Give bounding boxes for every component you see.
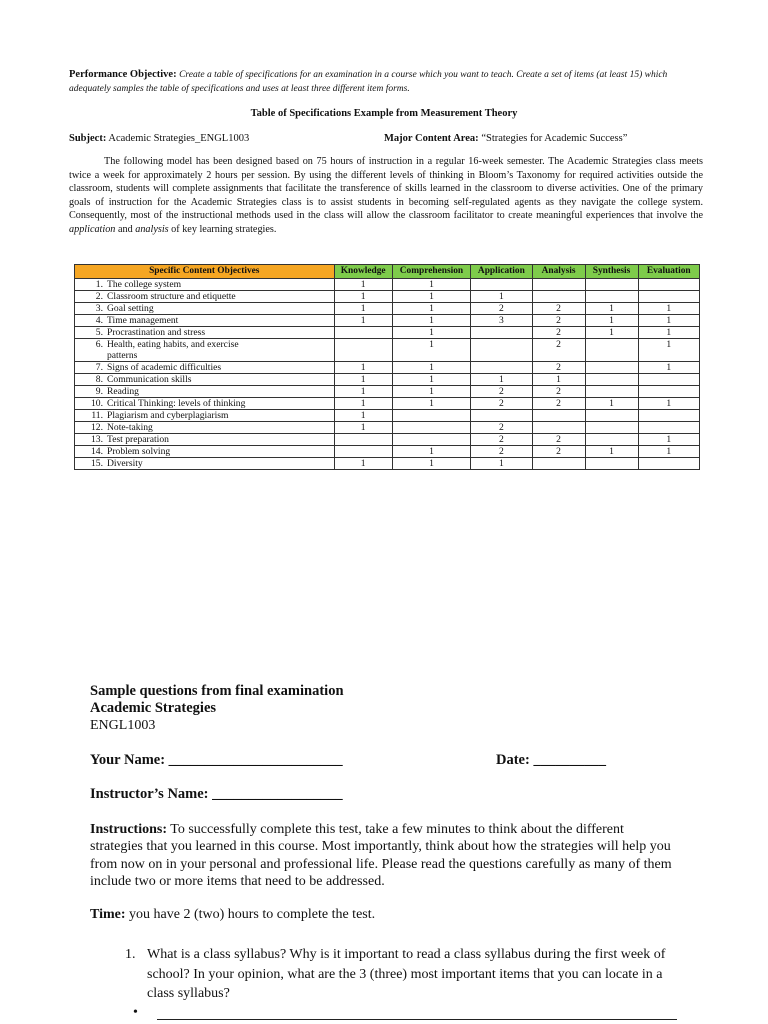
objective-text: Plagiarism and cyberplagiarism	[107, 410, 229, 421]
level-value-cell: 2	[532, 339, 585, 362]
objective-text: Time management	[107, 315, 179, 326]
objective-text: Reading	[107, 386, 139, 397]
subject-line	[69, 133, 703, 144]
level-value-cell: 1	[638, 446, 700, 458]
objective-number: 11.	[91, 410, 103, 421]
level-value-cell: 1	[471, 291, 532, 303]
table-row	[75, 458, 700, 470]
objective-cell	[75, 291, 335, 303]
col-header-analysis: Analysis	[532, 265, 585, 279]
objective-cell	[75, 279, 335, 291]
objective-label: Performance Objective:	[69, 69, 177, 80]
objective-text: Communication skills	[107, 374, 192, 385]
objective-cell	[75, 374, 335, 386]
level-value-cell: 1	[638, 327, 700, 339]
level-value-cell: 1	[392, 327, 470, 339]
objective-number: 14.	[91, 446, 103, 457]
level-value-cell: 2	[471, 446, 532, 458]
objective-cell	[75, 362, 335, 374]
level-value-cell	[585, 362, 638, 374]
question-text: What is a class syllabus? Why is it important to read a class syllabus during the first week of school? In your opinion, what are the 3 (three) most important items that you can locate in a class syllabus?	[147, 947, 666, 1001]
level-value-cell: 1	[638, 398, 700, 410]
level-value-cell	[638, 410, 700, 422]
table-row	[75, 279, 700, 291]
level-value-cell: 1	[392, 458, 470, 470]
level-value-cell: 1	[392, 315, 470, 327]
level-value-cell	[638, 422, 700, 434]
table-row	[75, 327, 700, 339]
table-row	[75, 291, 700, 303]
level-value-cell	[638, 374, 700, 386]
objective-cell	[75, 315, 335, 327]
objective-cell	[75, 422, 335, 434]
major-value: “Strategies for Academic Success”	[481, 133, 628, 144]
objective-text: Note-taking	[107, 422, 153, 433]
objective-text: Health, eating habits, and exercise	[107, 339, 239, 350]
objective-text: Critical Thinking: levels of thinking	[107, 398, 246, 409]
objective-number: 10.	[91, 398, 103, 409]
level-value-cell: 1	[585, 398, 638, 410]
table-row	[75, 374, 700, 386]
objective-text: Problem solving	[107, 446, 171, 457]
objective-number: 5.	[95, 327, 103, 338]
objective-number: 13.	[91, 434, 103, 445]
time-limit	[90, 907, 375, 923]
level-value-cell: 2	[471, 434, 532, 446]
exam-header	[90, 683, 690, 734]
level-value-cell: 2	[532, 362, 585, 374]
table-row	[75, 410, 700, 422]
level-value-cell	[532, 279, 585, 291]
subject-label: Subject:	[69, 133, 107, 144]
exam-code: ENGL1003	[90, 718, 156, 733]
level-value-cell	[585, 279, 638, 291]
level-value-cell: 1	[334, 279, 392, 291]
time-label: Time:	[90, 907, 126, 922]
intro-and: and	[117, 223, 133, 235]
level-value-cell: 2	[532, 303, 585, 315]
level-value-cell	[392, 434, 470, 446]
intro-paragraph	[69, 155, 703, 237]
objective-text: Create a table of specifications for an examination in a course which you want to teach. Create a set of items (at least 15) which adequately samples the table of specifications and uses at least three different item forms.	[69, 70, 668, 94]
specifications-table	[74, 264, 700, 470]
objective-cell	[75, 303, 335, 315]
exam-course: Academic Strategies	[90, 700, 217, 716]
level-value-cell	[638, 291, 700, 303]
col-header-objectives: Specific Content Objectives	[75, 265, 335, 279]
table-row	[75, 303, 700, 315]
table-row	[75, 398, 700, 410]
objective-number: 1.	[95, 279, 103, 290]
objective-cell	[75, 398, 335, 410]
col-header-evaluation: Evaluation	[638, 265, 700, 279]
level-value-cell: 1	[392, 279, 470, 291]
level-value-cell	[392, 422, 470, 434]
objective-cell	[75, 410, 335, 422]
objective-text: Diversity	[107, 458, 143, 469]
level-value-cell	[638, 458, 700, 470]
level-value-cell: 1	[334, 374, 392, 386]
answer-line[interactable]	[157, 1007, 677, 1020]
objective-number: 4.	[95, 315, 103, 326]
level-value-cell	[638, 386, 700, 398]
intro-emphasis-analysis: analysis	[135, 223, 169, 235]
level-value-cell	[334, 339, 392, 362]
your-name-field[interactable]: Your Name: ________________________	[90, 752, 343, 768]
level-value-cell: 1	[392, 386, 470, 398]
level-value-cell: 1	[585, 446, 638, 458]
level-value-cell	[392, 410, 470, 422]
objective-number: 6.	[95, 339, 103, 350]
objective-text: Signs of academic difficulties	[107, 362, 222, 373]
level-value-cell: 1	[392, 374, 470, 386]
level-value-cell: 1	[334, 362, 392, 374]
level-value-cell: 1	[334, 458, 392, 470]
objective-text: Procrastination and stress	[107, 327, 206, 338]
name-fields	[90, 752, 690, 820]
level-value-cell: 2	[532, 386, 585, 398]
col-header-application: Application	[471, 265, 532, 279]
level-value-cell	[471, 410, 532, 422]
level-value-cell: 1	[585, 303, 638, 315]
objective-number: 9.	[95, 386, 103, 397]
objective-text: Goal setting	[107, 303, 154, 314]
major-label: Major Content Area:	[384, 133, 479, 144]
table-row	[75, 362, 700, 374]
table-row	[75, 446, 700, 458]
level-value-cell	[334, 434, 392, 446]
level-value-cell	[585, 422, 638, 434]
level-value-cell: 2	[532, 434, 585, 446]
time-text: you have 2 (two) hours to complete the test.	[129, 907, 376, 922]
intro-text: The following model has been designed based on 75 hours of instruction in a regular 16-week semester. The Academic Strategies class meets twice a week for approximately 2 hours per session. By using the different levels of thinking in Bloom’s Taxonomy for required activities outside the classroom, students will complete assignments that facilitate the transference of skills learned in the classroom to diverse activities. One of the primary goals of instruction for the Academic Strategies class is to assist students in becoming self-regulated agents as they navigate the college system. Consequently, most of the instructional methods used in the class will allow the classroom facilitator to create meaningful experiences that involve the	[69, 156, 703, 222]
level-value-cell: 1	[471, 458, 532, 470]
level-value-cell	[471, 362, 532, 374]
level-value-cell: 1	[334, 386, 392, 398]
level-value-cell: 1	[334, 303, 392, 315]
objective-number: 8.	[95, 374, 103, 385]
major-content-area	[384, 133, 627, 144]
level-value-cell	[585, 386, 638, 398]
level-value-cell: 1	[334, 291, 392, 303]
objective-cell	[75, 386, 335, 398]
level-value-cell: 1	[334, 410, 392, 422]
table-row	[75, 339, 700, 362]
objective-cell	[75, 339, 335, 362]
instructor-name-field[interactable]: Instructor’s Name: __________________	[90, 786, 343, 802]
level-value-cell: 3	[471, 315, 532, 327]
level-value-cell	[471, 339, 532, 362]
level-value-cell: 1	[638, 315, 700, 327]
exam-heading: Sample questions from final examination	[90, 683, 344, 699]
level-value-cell: 1	[471, 374, 532, 386]
col-header-synthesis: Synthesis	[585, 265, 638, 279]
intro-text-end: of key learning strategies.	[171, 223, 277, 235]
level-value-cell	[471, 327, 532, 339]
objective-number: 2.	[95, 291, 103, 302]
level-value-cell	[585, 458, 638, 470]
level-value-cell: 1	[638, 362, 700, 374]
level-value-cell: 1	[392, 398, 470, 410]
level-value-cell: 1	[638, 339, 700, 362]
table-title: Table of Specifications Example from Measurement Theory	[250, 108, 518, 119]
level-value-cell	[532, 291, 585, 303]
col-header-knowledge: Knowledge	[334, 265, 392, 279]
level-value-cell: 1	[638, 434, 700, 446]
table-row	[75, 315, 700, 327]
level-value-cell: 2	[532, 315, 585, 327]
objective-text: Test preparation	[107, 434, 169, 445]
table-header-row	[75, 265, 700, 279]
level-value-cell: 1	[334, 398, 392, 410]
level-value-cell	[532, 410, 585, 422]
answer-bullet: •	[133, 1005, 138, 1020]
objective-cell	[75, 458, 335, 470]
level-value-cell	[532, 422, 585, 434]
level-value-cell: 2	[471, 398, 532, 410]
table-row	[75, 422, 700, 434]
objective-number: 12.	[91, 422, 103, 433]
level-value-cell: 1	[392, 303, 470, 315]
level-value-cell: 1	[392, 339, 470, 362]
level-value-cell: 2	[532, 398, 585, 410]
subject-value: Academic Strategies_ENGL1003	[108, 133, 250, 144]
level-value-cell	[638, 279, 700, 291]
col-header-comprehension: Comprehension	[392, 265, 470, 279]
level-value-cell	[532, 458, 585, 470]
performance-objective	[69, 68, 703, 96]
level-value-cell: 1	[585, 327, 638, 339]
level-value-cell: 1	[334, 422, 392, 434]
level-value-cell: 1	[532, 374, 585, 386]
objective-cell	[75, 327, 335, 339]
level-value-cell: 1	[392, 362, 470, 374]
instructions-label: Instructions:	[90, 822, 168, 837]
level-value-cell: 2	[532, 446, 585, 458]
intro-emphasis-application: application	[69, 223, 116, 235]
objective-number: 3.	[95, 303, 103, 314]
level-value-cell	[334, 327, 392, 339]
question-number: 1.	[125, 947, 136, 962]
table-row	[75, 386, 700, 398]
level-value-cell: 1	[334, 315, 392, 327]
level-value-cell	[471, 279, 532, 291]
objective-cell	[75, 446, 335, 458]
level-value-cell: 1	[392, 446, 470, 458]
level-value-cell: 1	[392, 291, 470, 303]
level-value-cell: 2	[471, 303, 532, 315]
level-value-cell	[585, 374, 638, 386]
level-value-cell: 2	[532, 327, 585, 339]
instructions	[90, 821, 680, 890]
level-value-cell: 1	[638, 303, 700, 315]
level-value-cell	[334, 446, 392, 458]
objective-text: Classroom structure and etiquette	[107, 291, 236, 302]
level-value-cell: 2	[471, 386, 532, 398]
instructions-text: To successfully complete this test, take a few minutes to think about the different strategies that you learned in this course. Most importantly, think about how the strategies will help you from now on in your personal and professional life. Please read the questions carefully as many of them include two or more items that need to be addressed.	[90, 822, 672, 889]
level-value-cell: 1	[585, 315, 638, 327]
date-field[interactable]: Date: __________	[496, 752, 606, 768]
level-value-cell	[585, 410, 638, 422]
table-row	[75, 434, 700, 446]
level-value-cell	[585, 339, 638, 362]
objective-number: 7.	[95, 362, 103, 373]
objective-cell	[75, 434, 335, 446]
objective-number: 15.	[91, 458, 103, 469]
level-value-cell: 2	[471, 422, 532, 434]
level-value-cell	[585, 434, 638, 446]
objective-text-continued: patterns	[107, 350, 138, 361]
objective-text: The college system	[107, 279, 182, 290]
level-value-cell	[585, 291, 638, 303]
